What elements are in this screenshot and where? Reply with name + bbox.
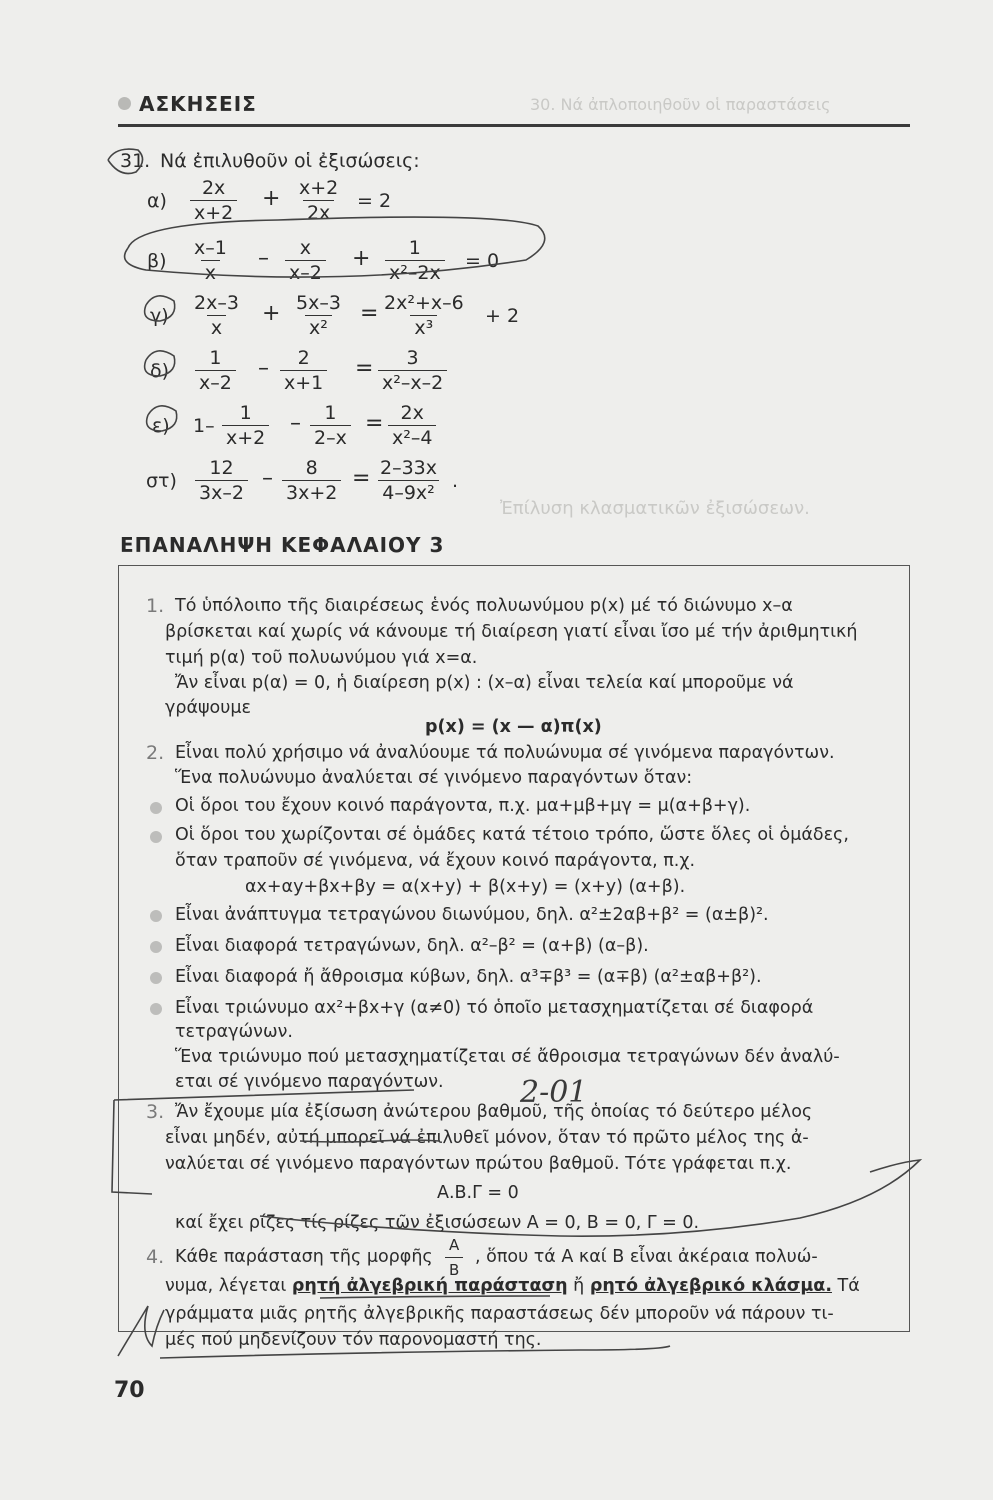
fraction (445, 1233, 463, 1282)
operator: + (262, 301, 281, 326)
equation-rhs: = 0 (465, 250, 500, 272)
denominator: x²–2x (385, 260, 445, 285)
fraction (295, 176, 342, 225)
operator: + (352, 246, 371, 271)
bleed-through-text: Ἐπίλυση κλασματικῶν ἐξισώσεων. (500, 498, 810, 519)
paragraph-line: γράμματα μιᾶς ρητῆς ἀλγεβρικῆς παραστάσεως δέν μποροῦν νά πάρουν τι- (165, 1304, 834, 1324)
denominator: 2x (303, 200, 334, 225)
bullet-text: Οἱ ὅροι του ἔχουν κοινό παράγοντα, π.χ. μα+μβ+μγ = μ(α+β+γ). (175, 796, 751, 816)
bullet-text: Εἶναι διαφορά ἤ ἄθροισμα κύβων, δηλ. α³∓β³ = (α∓β) (α²±αβ+β²). (175, 967, 762, 987)
term-rational-expression: ρητή ἀλγεβρική παράσταση (291, 1276, 568, 1296)
numerator: 3 (406, 347, 419, 369)
bullet-icon (118, 97, 131, 110)
bullet-text: Εἶναι διαφορά τετραγώνων, δηλ. α²–β² = (α+β) (α–β). (175, 936, 649, 956)
operator: – (258, 246, 269, 271)
exercise-number: 31. (120, 150, 151, 172)
fraction (222, 401, 269, 450)
operator: = (360, 301, 379, 326)
denominator: x–2 (195, 370, 236, 395)
bullet-icon (150, 941, 162, 953)
denominator: x² (305, 315, 332, 340)
exercise-intro: Νά ἐπιλυθοῦν οἱ ἐξισώσεις: (160, 150, 420, 172)
line-segment: νυμα, λέγεται (165, 1276, 287, 1296)
denominator: x²–4 (388, 425, 436, 450)
numerator: x+2 (299, 177, 339, 199)
fraction (292, 291, 345, 340)
denominator: x²–x–2 (378, 370, 447, 395)
paragraph-line: Ἕνα πολυώνυμο ἀναλύεται σέ γινόμενο παραγόντων ὅταν: (175, 768, 693, 788)
equation-label: α) (147, 190, 167, 212)
formula: αx+αy+βx+βy = α(x+y) + β(x+y) = (x+y) (α+β). (245, 877, 686, 897)
header-divider (118, 124, 910, 127)
numerator: Α (449, 1236, 460, 1254)
numerator: 2 (297, 347, 310, 369)
paragraph-line: γράψουμε (165, 698, 251, 718)
denominator: x+2 (222, 425, 269, 450)
fraction (285, 236, 326, 285)
paragraph-line: Ἄν ἔχουμε μία ἐξίσωση ἀνώτερου βαθμοῦ, τῆς ὁποίας τό δεύτερο μέλος (175, 1102, 813, 1122)
paragraph-number: 3. (146, 1101, 165, 1123)
fraction (190, 236, 231, 285)
numerator: 2x²+x–6 (384, 292, 464, 314)
operator: – (290, 411, 301, 436)
bullet-text: Εἶναι ἀνάπτυγμα τετραγώνου διωνύμου, δηλ. α²±2αβ+β² = (α±β)². (175, 905, 769, 925)
numerator: 1 (324, 402, 337, 424)
operator: = (365, 411, 384, 436)
equation-label: ε) (152, 415, 170, 437)
denominator: x (201, 260, 220, 285)
numerator: 2x (201, 177, 226, 199)
page-number: 70 (114, 1378, 145, 1403)
denominator: x–2 (285, 260, 326, 285)
fraction (310, 401, 351, 450)
denominator: x+1 (280, 370, 327, 395)
fraction (376, 456, 441, 505)
bullet-icon (150, 1003, 162, 1015)
denominator: 3x–2 (195, 480, 248, 505)
paragraph-number: 2. (146, 742, 165, 764)
fraction (388, 401, 436, 450)
bullet-icon (150, 972, 162, 984)
fraction (280, 346, 327, 395)
line-segment: ἤ (573, 1276, 585, 1296)
formula: Α.Β.Γ = 0 (437, 1183, 519, 1203)
equation-label: δ) (150, 360, 170, 382)
bullet-icon (150, 831, 162, 843)
fraction (282, 456, 341, 505)
bullet-text: Εἶναι τριώνυμο αx²+βx+γ (α≠0) τό ὁποῖο μετασχηματίζεται σέ διαφορά (175, 998, 814, 1018)
equation-rhs: = 2 (357, 190, 392, 212)
formula: p(x) = (x — α)π(x) (425, 717, 602, 737)
numerator: 2–33x (380, 457, 438, 479)
denominator: 3x+2 (282, 480, 341, 505)
numerator: 1 (239, 402, 252, 424)
bullet-icon (150, 802, 162, 814)
operator: = (352, 466, 371, 491)
bullet-text: τετραγώνων. (175, 1022, 293, 1042)
section-header-label: ΑΣΚΗΣΕΙΣ (139, 92, 257, 116)
numerator: 5x–3 (296, 292, 341, 314)
paragraph-line: , ὅπου τά Α καί Β εἶναι ἀκέραια πολυώ- (475, 1247, 818, 1267)
paragraph-line: καί ἔχει ρίζες τίς ρίζες τῶν ἐξισώσεων Α = 0, Β = 0, Γ = 0. (175, 1213, 700, 1233)
equation-prefix: 1– (193, 415, 215, 437)
denominator: Β (445, 1257, 463, 1282)
numerator: 12 (209, 457, 234, 479)
section-header (118, 92, 257, 116)
paragraph-line: ναλύεται σέ γινόμενο παραγόντων πρώτου βαθμοῦ. Τότε γράφεται π.χ. (165, 1154, 792, 1174)
paragraph-number: 4. (146, 1246, 165, 1268)
numerator: x–1 (194, 237, 227, 259)
denominator: x (207, 315, 226, 340)
numerator: x (299, 237, 312, 259)
denominator: 2–x (310, 425, 351, 450)
bullet-text: Ἕνα τριώνυμο πού μετασχηματίζεται σέ ἄθροισμα τετραγώνων δέν ἀναλύ- (175, 1047, 840, 1067)
denominator: x+2 (190, 200, 237, 225)
denominator: 4–9x² (378, 480, 439, 505)
operator: – (262, 466, 273, 491)
paragraph-line (165, 1276, 860, 1296)
fraction (385, 236, 445, 285)
bleed-through-text: 30. Νά ἀπλοποιηθοῦν οἱ παραστάσεις (530, 95, 831, 114)
numerator: 8 (305, 457, 318, 479)
fraction (195, 456, 248, 505)
paragraph-line: Τό ὑπόλοιπο τῆς διαιρέσεως ἑνός πολυωνύμου p(x) μέ τό διώνυμο x–α (175, 596, 793, 616)
numerator: 2x–3 (194, 292, 239, 314)
paragraph-line: Ἄν εἶναι p(α) = 0, ἡ διαίρεση p(x) : (x–α) εἶναι τελεία καί μποροῦμε νά (175, 673, 794, 693)
bullet-text: ὅταν τραποῦν σέ γινόμενα, νά ἔχουν κοινό παράγοντα, π.χ. (175, 851, 696, 871)
review-title: ΕΠΑΝΑΛΗΨΗ ΚΕΦΑΛΑΙΟΥ 3 (120, 533, 445, 557)
equation-label: στ) (146, 470, 177, 492)
paragraph-line: μές πού μηδενίζουν τόν παρονομαστή της. (165, 1330, 542, 1350)
bullet-text: Οἱ ὅροι του χωρίζονται σέ ὁμάδες κατά τέτοιο τρόπο, ὥστε ὅλες οἱ ὁμάδες, (175, 825, 849, 845)
fraction (195, 346, 236, 395)
numerator: 1 (408, 237, 421, 259)
bullet-icon (150, 910, 162, 922)
operator: – (258, 356, 269, 381)
handwritten-note: 2-01 (520, 1075, 588, 1110)
equation-label: β) (147, 250, 167, 272)
fraction (190, 176, 237, 225)
numerator: 1 (209, 347, 222, 369)
line-segment: Τά (837, 1276, 860, 1296)
operator: + (262, 186, 281, 211)
denominator: x³ (410, 315, 437, 340)
paragraph-line: Κάθε παράσταση τῆς μορφῆς (175, 1247, 433, 1267)
fraction (190, 291, 243, 340)
operator: = (355, 356, 374, 381)
equation-label: γ) (150, 305, 169, 327)
paragraph-line: τιμή p(α) τοῦ πολυωνύμου γιά x=α. (165, 648, 478, 668)
bullet-text: εται σέ γινόμενο παραγόντων. (175, 1072, 444, 1092)
equation-rhs: + 2 (485, 305, 520, 327)
term-rational-fraction: ρητό ἀλγεβρικό κλάσμα. (589, 1276, 832, 1296)
paragraph-line: εἶναι μηδέν, αὐτή μπορεῖ νά ἐπιλυθεῖ μόνον, ὅταν τό πρῶτο μέλος της ἀ- (165, 1128, 809, 1148)
fraction (380, 291, 468, 340)
paragraph-line: Εἶναι πολύ χρήσιμο νά ἀναλύουμε τά πολυώνυμα σέ γινόμενα παραγόντων. (175, 743, 835, 763)
numerator: 2x (400, 402, 424, 424)
fraction (378, 346, 447, 395)
equation-end: . (452, 470, 459, 492)
paragraph-line: βρίσκεται καί χωρίς νά κάνουμε τή διαίρεση γιατί εἶναι ἴσο μέ τήν ἀριθμητική (165, 622, 858, 642)
paragraph-number: 1. (146, 595, 165, 617)
